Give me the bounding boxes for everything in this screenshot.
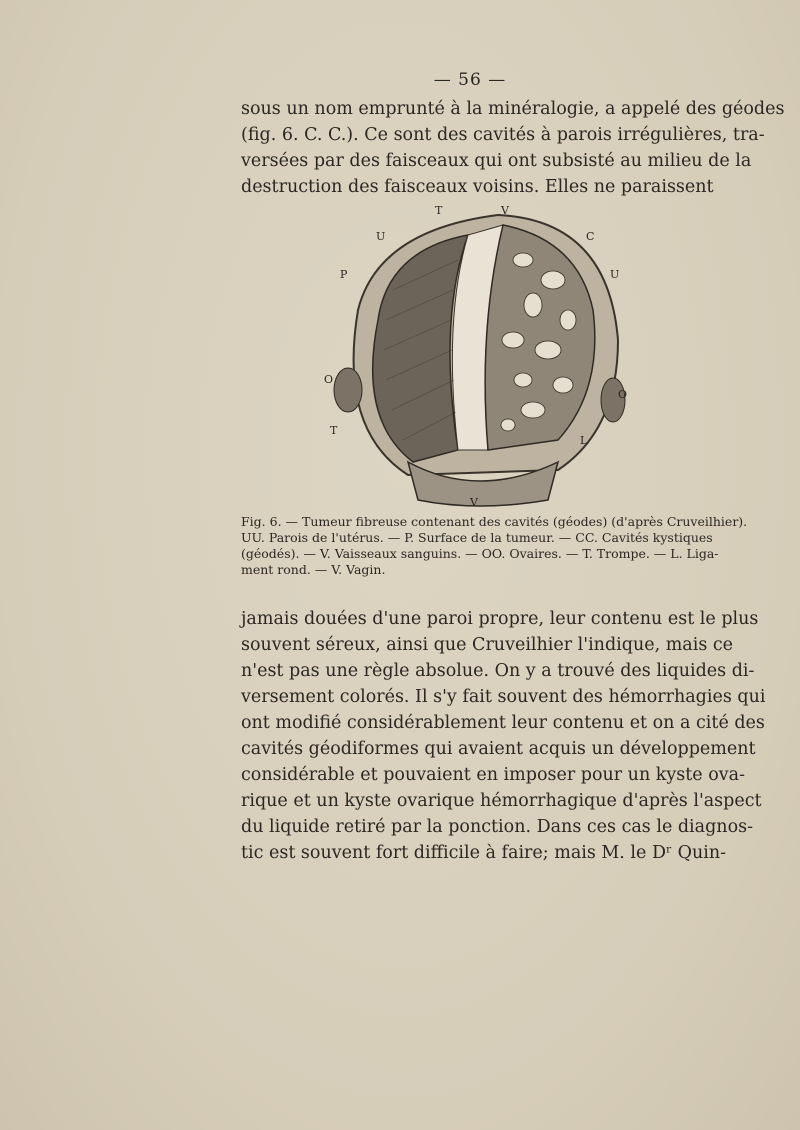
text-line: rique et un kyste ovarique hémorrhagique d'après l'aspect — [241, 791, 762, 811]
caption-line: Fig. 6. — Tumeur fibreuse contenant des cavités (géodes) (d'après Cruveilhier). — [241, 514, 748, 529]
figure-label-C: C — [586, 230, 595, 243]
text-line: sous un nom emprunté à la minéralogie, a appelé des géodes — [241, 99, 785, 119]
text-line: versement colorés. Il s'y fait souvent des hémorrhagies qui — [241, 687, 766, 707]
figure-label-V-bottom: V — [470, 496, 478, 509]
figure-label-T-top: T — [435, 204, 443, 217]
top-paragraph — [241, 96, 785, 200]
figure-label-U-right: U — [610, 268, 620, 281]
text-line: versées par des faisceaux qui ont subsisté au milieu de la — [241, 151, 752, 171]
text-line: souvent séreux, ainsi que Cruveilhier l'indique, mais ce — [241, 635, 734, 655]
uterus-tumor-engraving — [318, 200, 638, 510]
figure-label-U-left: U — [376, 230, 386, 243]
figure-label-V-top: V — [501, 204, 509, 217]
caption-line: (géodés). — V. Vaisseaux sanguins. — OO. Ovaires. — T. Trompe. — L. Liga- — [241, 546, 719, 561]
text-line: (fig. 6. C. C.). Ce sont des cavités à parois irrégulières, tra- — [241, 125, 765, 145]
text-line: n'est pas une règle absolue. On y a trouvé des liquides di- — [241, 661, 755, 681]
caption-line: UU. Parois de l'utérus. — P. Surface de la tumeur. — CC. Cavités kystiques — [241, 530, 713, 545]
text-line: destruction des faisceaux voisins. Elles ne paraissent — [241, 177, 714, 197]
text-line: ont modifié considérablement leur contenu et on a cité des — [241, 713, 765, 733]
text-line: cavités géodiformes qui avaient acquis un développement — [241, 739, 756, 759]
text-line: tic est souvent fort difficile à faire; mais M. le Dʳ Quin- — [241, 843, 727, 863]
text-line: considérable et pouvaient en imposer pour un kyste ova- — [241, 765, 745, 785]
bottom-paragraph — [241, 606, 766, 866]
figure-caption — [241, 514, 748, 578]
figure-label-L: L — [580, 434, 588, 447]
figure-label-T-bottom: T — [330, 424, 338, 437]
text-line: jamais douées d'une paroi propre, leur contenu est le plus — [241, 609, 759, 629]
figure-label-P: P — [340, 268, 348, 281]
caption-line: ment rond. — V. Vagin. — [241, 562, 386, 577]
text-line: du liquide retiré par la ponction. Dans ces cas le diagnos- — [241, 817, 753, 837]
figure-label-O-right: O — [618, 388, 628, 401]
figure-label-O-left: O — [324, 373, 334, 386]
page-number: — 56 — — [433, 70, 507, 90]
left-ovary-shape — [334, 368, 362, 412]
figure-6-illustration — [318, 200, 638, 510]
